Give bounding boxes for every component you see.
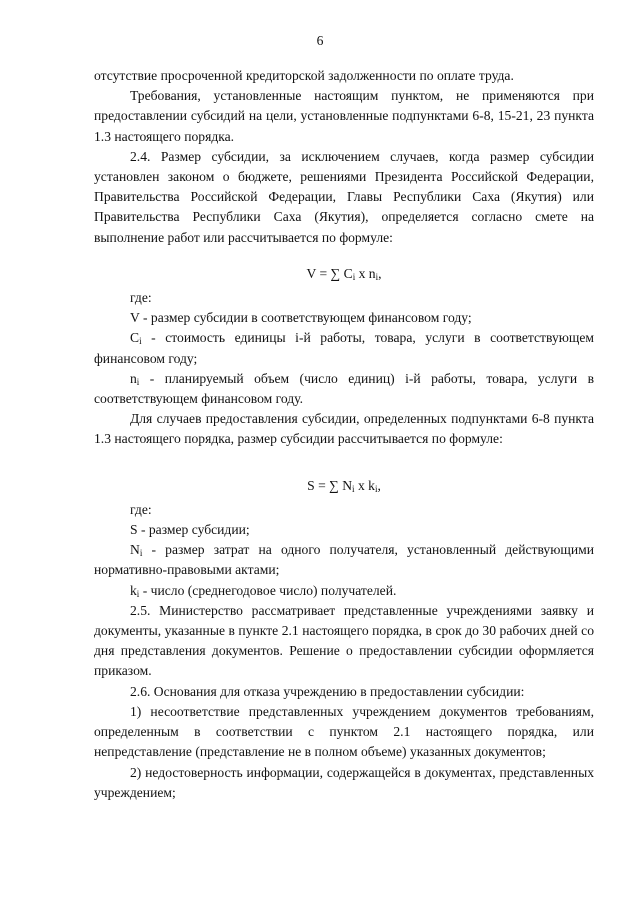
definition-n: $n_i$ - планируемый объем (число единиц) i-й работы, товара, услуги в соответствующем финансовом году. — [94, 370, 594, 407]
definition-v: V - размер субсидии в соответствующем финансовом году; — [130, 310, 472, 326]
list-item-2: 2) недостоверность информации, содержащейся в документах, представленных учреждением; — [94, 764, 594, 800]
definition-c: $C_i$ - стоимость единицы i-й работы, товара, услуги в соответствующем финансовом году; — [94, 330, 594, 366]
list-item-1: 1) несоответствие представленных учреждением документов требованиям, определенным в соответствии с пунктом 2.1 настоящего порядка, или непредставление (представление не в полном объеме) указанных документов; — [94, 703, 594, 760]
paragraph-2-5: 2.5. Министерство рассматривает представленные учреждениями заявку и документы, указанные в пункте 2.1 настоящего порядка, в срок до 30 рабочих дней со дня представления документов. Решение о предоставлении субсидии оформляется приказом. — [94, 602, 594, 679]
where-label-1: где: — [130, 290, 152, 306]
definition-n-cost: $N_i$ - размер затрат на одного получателя, установленный действующими нормативно-правовыми актами; — [94, 542, 594, 578]
paragraph-requirements: Требования, установленные настоящим пунктом, не применяются при предоставлении субсидий на цели, установленные подпунктами 6-8, 15-21, 23 пункта 1.3 настоящего порядка. — [94, 88, 594, 144]
page-number: 6 — [316, 33, 324, 48]
paragraph-debt: отсутствие просроченной кредиторской задолженности по оплате труда. — [94, 68, 514, 83]
formula-v: V = ∑ $C_i$ x $n_i$, — [306, 265, 382, 282]
paragraph-2-4: 2.4. Размер субсидии, за исключением случаев, когда размер субсидии установлен законом о бюджете, решениями Президента Российской Федерации, Правительства Российской Федерации, Главы Республики Саха (Якутия) или Правительства Республики Саха (Якутия), определяется согласно смете на выполнение работ или рассчитывается по формуле: — [94, 148, 594, 245]
formula-s: S = ∑ $N_i$ x $k_i$, — [307, 477, 381, 494]
paragraph-2-6: 2.6. Основания для отказа учреждению в предоставлении субсидии: — [130, 683, 525, 699]
definition-k: $k_i$ - число (среднегодовое число) получателей. — [130, 582, 397, 599]
definition-s: S - размер субсидии; — [130, 522, 250, 538]
document-body — [94, 66, 594, 803]
where-label-2: где: — [130, 501, 152, 517]
paragraph-cases: Для случаев предоставления субсидии, определенных подпунктами 6-8 пункта 1.3 настоящего порядка, размер субсидии рассчитывается по формуле: — [94, 411, 594, 447]
